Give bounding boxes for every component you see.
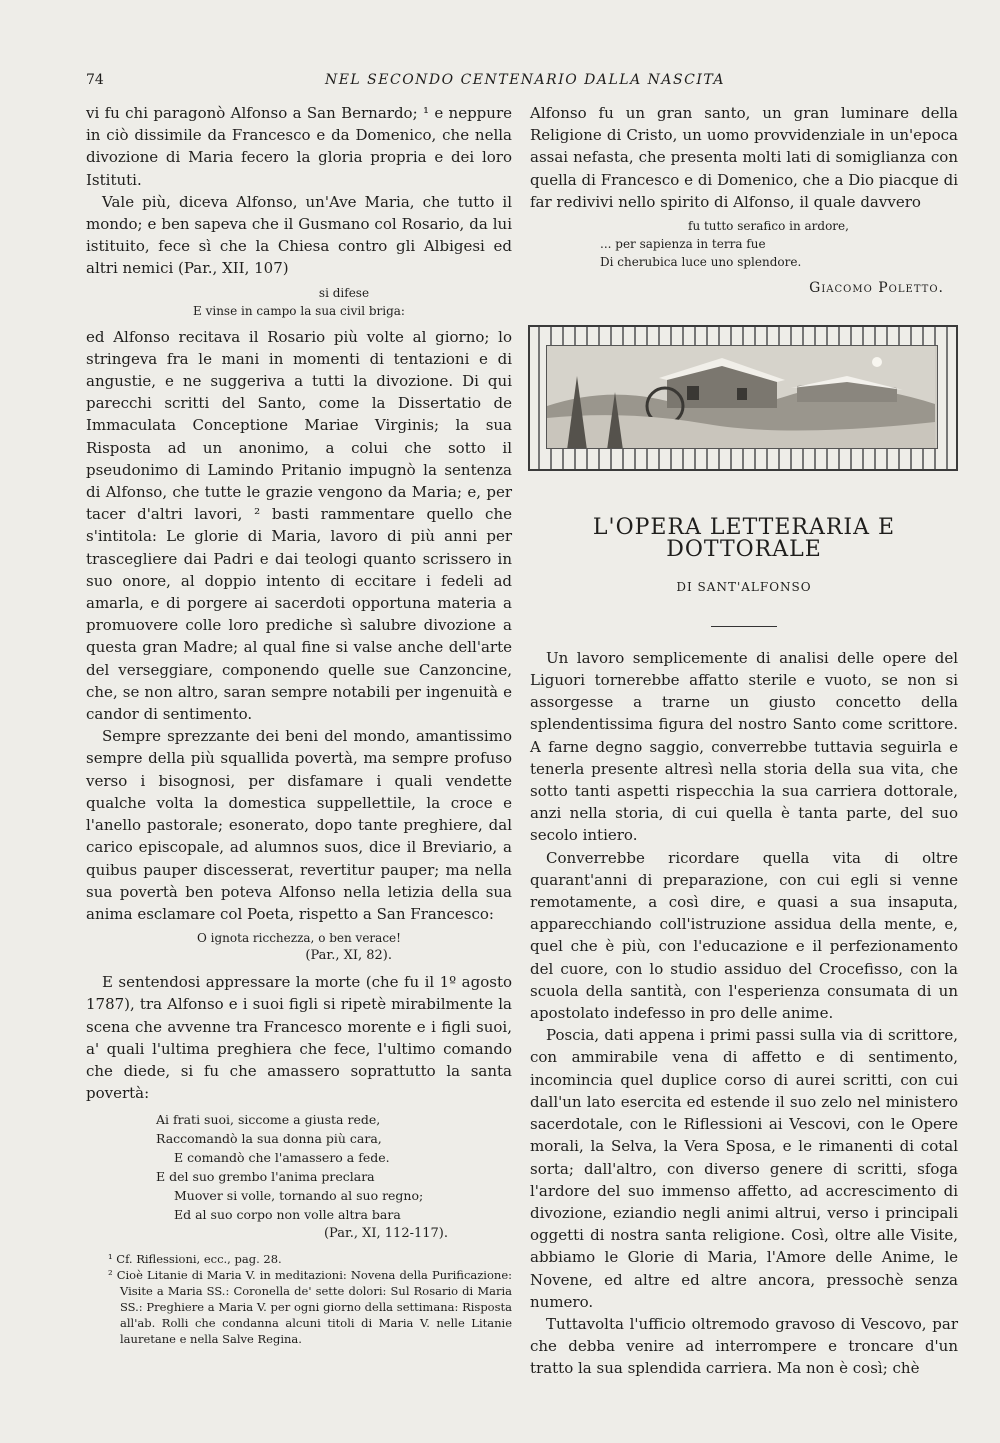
- paragraph: E sentendosi appressare la morte (che fu il 1º agosto 1787), tra Alfonso e i suoi figli si ripetè mirabilmente la scena che avvenne tra Francesco morente e i figli suoi, a' quali l'ultima preghiera che fece, l'ultimo comando che diede, si fu che amassero soprattutto la santa povertà:: [86, 973, 512, 1103]
- footnote: ¹ Cf. Riflessioni, ecc., pag. 28.: [108, 1252, 282, 1267]
- paragraph: Alfonso fu un gran santo, un gran luminare della Religione di Cristo, un uomo provvidenziale in un'epoca assai nefasta, che presenta molti lati di somiglianza con quella di Francesco e di Domenico, che a Dio piacque di far redivivi nello spirito di Alfonso, il quale davvero: [530, 104, 958, 211]
- signature-text: Giacomo Poletto.: [809, 280, 944, 297]
- paragraph: Converrebbe ricordare quella vita di oltre quarant'anni di preparazione, con cui egli si venne remotamente, a così dire, e quasi a sua insaputa, apparecchiando coll'istruzione assidua della mente, e, quel che è più, con l'educazione e il perfezionamento del cuore, con lo studio assiduo del Crocefisso, con la scuola della santità, con l'esperienza consumata di un apostolato indefesso in pro delle anime.: [530, 848, 958, 1023]
- verse-quotation: [156, 1110, 512, 1243]
- verse-line: Ai frati suoi, siccome a giusta rede,: [156, 1112, 381, 1128]
- quote-line: ... per sapienza in terra fue: [600, 237, 766, 252]
- verse-line: E comandò che l'amassero a fede.: [174, 1150, 390, 1166]
- section-title: L'OPERA LETTERARIA E DOTTORALE: [592, 515, 896, 563]
- footnotes: [86, 1251, 512, 1347]
- quote-reference: (Par., XI, 82).: [305, 948, 392, 964]
- landscape-illustration: [547, 346, 935, 449]
- verse-line: Raccomandò la sua donna più cara,: [156, 1131, 382, 1147]
- quote-line: Di cherubica luce uno splendore.: [600, 255, 802, 270]
- paragraph: Tuttavolta l'ufficio oltremodo gravoso di Vescovo, par che debba venire ad interrompere e troncare d'un tratto la sua splendida carriera. Ma non è così; chè: [530, 1314, 958, 1378]
- paragraph: Poscia, dati appena i primi passi sulla via di scrittore, con ammirabile vena di affetto e di sentimento, incomincia quel duplice corso di aurei scritti, con cui dall'un lato esercita ed estende il suo zelo nel ministero sacerdotale, con le Riflessioni ai Vescovi, con le Opere morali, la Selva, la Vera Sposa, e le rimanenti di cotal sorta; dall'altro, con diverso genere di scritti, sfoga l'ardore del suo immenso affetto, ad accrescimento di divozione, eziandio negli animi altrui, verso i principali oggetti di nostra santa religione. Così, oltre alle Visite, abbiamo le Glorie di Maria, l'Amore delle Anime, le Novene, ed altre ed altre ancora, pressochè senza numero.: [530, 1026, 958, 1311]
- section-subtitle: DI SANT'ALFONSO: [676, 579, 812, 594]
- quote-line: fu tutto serafico in ardore,: [688, 219, 849, 234]
- quote-line: O ignota ricchezza, o ben verace!: [197, 931, 401, 946]
- divider: [711, 626, 777, 627]
- winter-landscape-engraving: [546, 345, 938, 449]
- quote-line: si difese: [318, 285, 370, 300]
- paragraph: ed Alfonso recitava il Rosario più volte al giorno; lo stringeva fra le mani in momenti di tentazioni e di angustie, e ne suggeriva a tutti la divozione. Di qui parecchi scritti del Santo, come la Dissertatio de Immaculata Conceptione Mariae Virginis; la sua Risposta ad un anonimo, a colui che sotto il pseudonimo di Lamindo Pritanio impugnò la sentenza di Alfonso, che tutte le grazie vengono da Maria; e, per tacer d'altri lavori, ² basti rammentare quello che s'intitola: Le glorie di Maria, lavoro di più anni per trascegliere dai Padri e dai teologi quanto scrissero in suo onore, al doppio intento di eccitare i fedeli ad amarla, e di porgere ai sacerdoti opportuna materia a promuovere colle loro prediche sì salubre divozione a questa gran Madre; al qual fine si valse anche dell'arte del verseggiare, componendo quelle sue Canzoncine, che, se non altro, saran sempre notabili per ingenuità e candor di sentimento.: [86, 327, 512, 724]
- left-column: [86, 102, 512, 1347]
- verse-line: Muover si volle, tornando al suo regno;: [174, 1188, 424, 1204]
- right-column: [530, 102, 958, 1380]
- ornamental-vignette: [528, 325, 958, 471]
- verse-reference: (Par., XI, 112-117).: [323, 1226, 448, 1242]
- quotation: [86, 929, 512, 965]
- paragraph: vi fu chi paragonò Alfonso a San Bernardo; ¹ e neppure in ciò dissimile da Francesco e da Domenico, che nella divozione di Maria fecero la gloria propria e dei loro Istituti.: [86, 104, 512, 189]
- paragraph: Sempre sprezzante dei beni del mondo, amantissimo sempre della più squallida povertà, ma sempre profuso verso i bisognosi, per disfamare i quali vendette qualche volta la domestica suppellettile, la croce e l'anello pastorale; esonerato, dopo tante preghiere, dal carico episcopale, ad alumnos suos, dice il Breviario, a quibus pauper discesserat, revertitur pauper; ma nella sua povertà ben poteva Alfonso nella letizia della sua anima esclamare col Poeta, rispetto a San Francesco:: [86, 727, 512, 923]
- paragraph: Vale più, diceva Alfonso, un'Ave Maria, che tutto il mondo; e ben sapeva che il Gusmano col Rosario, da lui istituito, fece sì che la Chiesa contro gli Albigesi ed altri nemici (Par., XII, 107): [86, 192, 512, 278]
- quote-line: E vinse in campo la sua civil briga:: [193, 303, 405, 318]
- quotation: [86, 284, 512, 320]
- quotation: [600, 217, 958, 271]
- paragraph: Un lavoro semplicemente di analisi delle opere del Liguori tornerebbe affatto sterile e vuoto, se non si assorgesse a trarne un giusto concetto della splendentissima figura del nostro Santo come scrittore. A farne degno saggio, converrebbe tuttavia seguirla e tenerla presente altresì nella storia della sua vita, che sotto tanti aspetti rispecchia la sua carriera dottorale, anzi nella storia, di cui quella è tanta parte, del suo secolo intiero.: [530, 648, 958, 845]
- running-title: NEL SECONDO CENTENARIO DALLA NASCITA: [324, 72, 726, 88]
- verse-line: E del suo grembo l'anima preclara: [156, 1169, 375, 1185]
- author-signature: [530, 277, 958, 299]
- page-number: 74: [86, 72, 104, 88]
- verse-line: Ed al suo corpo non volle altra bara: [174, 1207, 401, 1223]
- footnote: ² Cioè Litanie di Maria V. in meditazioni: Novena della Purificazione: Visite a Maria SS.: Coronella de' sette dolori: Sul Rosario di Maria SS.: Preghiere a Maria V. per ogni giorno della settimana: Risposta all'ab. Rolli che condanna alcuni titoli di Maria V. nelle Litanie lauretane e nella Salve Regina.: [108, 1268, 512, 1347]
